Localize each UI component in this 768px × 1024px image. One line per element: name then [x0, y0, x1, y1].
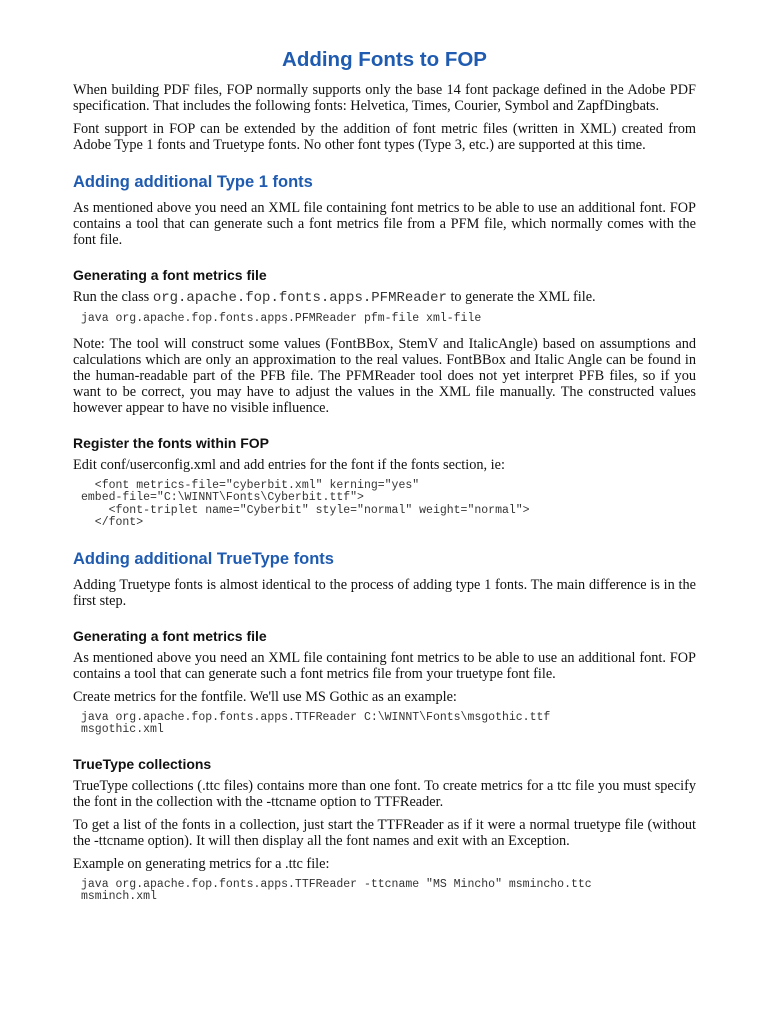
class-name-code: org.apache.fop.fonts.apps.PFMReader — [152, 290, 447, 306]
subsection-heading-register-fonts: Register the fonts within FOP — [73, 434, 270, 451]
section-heading-type1: Adding additional Type 1 fonts — [73, 173, 313, 191]
collections-paragraph-3: Example on generating metrics for a .ttc file: — [73, 855, 330, 872]
run-class-paragraph — [73, 289, 696, 306]
truetype-paragraph-2: As mentioned above you need an XML file containing font metrics to be able to use an additional font. FOP contains a tool that can generate such a font metrics file from your truetype font file. — [73, 649, 696, 682]
type1-paragraph: As mentioned above you need an XML file containing font metrics to be able to use an additional font. FOP contains a tool that can generate such a font metrics file from a PFM file, which normally comes with the font file. — [73, 200, 696, 248]
intro-paragraph-1: When building PDF files, FOP normally supports only the base 14 font package defined in the Adobe PDF specification. That includes the following fonts: Helvetica, Times, Courier, Symbol and ZapfDingbats. — [73, 82, 696, 114]
subsection-heading-truetype-collections: TrueType collections — [73, 755, 212, 772]
intro-paragraph-2: Font support in FOP can be extended by the addition of font metric files (written in XML) created from Adobe Type 1 fonts and Truetype fonts. No other font types (Type 3, etc.) are supported at this time. — [73, 121, 696, 153]
code-block-font-config: <font metrics-file="cyberbit.xml" kerning="yes" embed-file="C:\WINNT\Fonts\Cyberbit.ttf"> <font-triplet name="Cyberbit" style="normal" weight="normal"> </font> — [81, 478, 530, 529]
code-block-pfmreader: java org.apache.fop.fonts.apps.PFMReader pfm-file xml-file — [81, 312, 482, 325]
section-heading-truetype: Adding additional TrueType fonts — [73, 549, 334, 568]
collections-paragraph-2: To get a list of the fonts in a collection, just start the TTFReader as if it were a normal truetype file (without the -ttcname option). It will then display all the font names and exit with an Exception. — [73, 816, 696, 849]
register-paragraph: Edit conf/userconfig.xml and add entries for the font if the fonts section, ie: — [73, 456, 505, 473]
truetype-paragraph-1: Adding Truetype fonts is almost identical to the process of adding type 1 fonts. The main difference is in the first step. — [73, 576, 696, 609]
note-paragraph: Note: The tool will construct some values (FontBBox, StemV and ItalicAngle) based on assumptions and calculations which are only an approximation to the real values. FontBBox and Italic Angle can be found in the human-readable part of the PFB file. The PFMReader tool does not yet interpret PFB files, so if you want to be correct, you may have to adjust the values in the XML file manually. The constructed values however appear to have no visible influence. — [73, 335, 696, 416]
subsection-heading-generate-metrics-truetype: Generating a font metrics file — [73, 627, 267, 644]
code-block-ttc: java org.apache.fop.fonts.apps.TTFReader -ttcname "MS Mincho" msmincho.ttc msminch.xml — [81, 877, 592, 903]
page-title: Adding Fonts to FOP — [282, 48, 487, 71]
subsection-heading-generate-metrics: Generating a font metrics file — [73, 267, 267, 283]
run-suffix: to generate the XML file. — [446, 289, 596, 305]
code-block-ttfreader: java org.apache.fop.fonts.apps.TTFReader C:\WINNT\Fonts\msgothic.ttf msgothic.xml — [81, 710, 551, 736]
collections-paragraph-1: TrueType collections (.ttc files) contains more than one font. To create metrics for a ttc file you must specify the font in the collection with the -ttcname option to TTFReader. — [73, 777, 696, 810]
run-prefix: Run the class — [73, 289, 153, 305]
truetype-paragraph-3: Create metrics for the fontfile. We'll use MS Gothic as an example: — [73, 688, 457, 705]
